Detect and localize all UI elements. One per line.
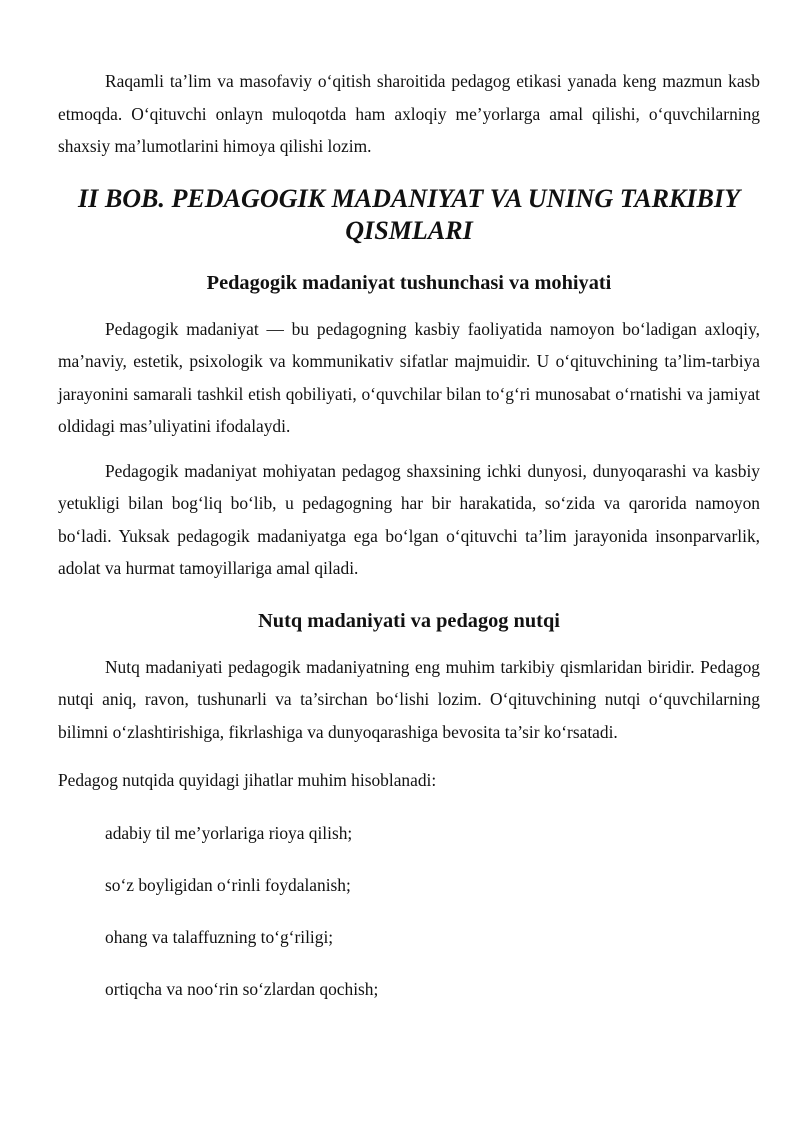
section-heading-speech-culture: Nutq madaniyati va pedagog nutqi (258, 609, 560, 632)
intro-paragraph: Raqamli ta’lim va masofaviy o‘qitish sharoitida pedagog etikasi yanada keng mazmun kasb etmoqda. O‘qituvchi onlayn muloqotda ham axloqiy me’yorlarga amal qilishi, o‘quvchilarning shaxsiy ma’lumotlarini himoya qilishi lozim. (58, 71, 760, 156)
paragraph-essence: Pedagogik madaniyat mohiyatan pedagog shaxsining ichki dunyosi, dunyoqarashi va kasbiy yetukligi bilan bog‘liq bo‘lib, u pedagogning har bir harakatida, so‘zida va qarorida namoyon bo‘ladi. Yuksak pedagogik madaniyatga ega bo‘lgan o‘qituvchi ta’lim jarayonida insonparvarlik, adolat va hurmat tamoyillariga amal qiladi. (58, 460, 760, 578)
paragraph-speech-culture: Nutq madaniyati pedagogik madaniyatning eng muhim tarkibiy qismlaridan biridir. Pedagog nutqi aniq, ravon, tushunarli va ta’sirchan bo‘lishi lozim. O‘qituvchining nutqi o‘quvchilarning bilimni o‘zlashtirishiga, fikrlashiga va dunyoqarashiga bevosita ta’sir ko‘rsatadi. (58, 656, 760, 742)
chapter-title: II BOB. PEDAGOGIK MADANIYAT VA UNING TARKIBIY QISMLARI (78, 183, 740, 245)
list-item: so‘z boyligidan o‘rinli foydalanish; (105, 874, 351, 895)
list-item: adabiy til me’yorlariga rioya qilish; (105, 822, 353, 843)
document-page (58, 65, 760, 1005)
list-intro: Pedagog nutqida quyidagi jihatlar muhim hisoblanadi: (58, 770, 437, 790)
section-heading-pedagogical-culture: Pedagogik madaniyat tushunchasi va mohiyati (206, 271, 612, 294)
list-item: ohang va talaffuzning to‘g‘riligi; (105, 926, 334, 947)
speech-aspects-list (58, 817, 760, 1005)
paragraph-definition: Pedagogik madaniyat — bu pedagogning kasbiy faoliyatida namoyon bo‘ladigan axloqiy, ma’naviy, estetik, psixologik va kommunikativ sifatlar majmuidir. U o‘qituvchining ta’lim-tarbiya jarayonini samarali tashkil etish qobiliyati, o‘quvchilar bilan to‘g‘ri munosabat o‘rnatishi va jamiyat oldidagi mas’uliyatini ifodalaydi. (58, 318, 760, 436)
list-item: ortiqcha va noo‘rin so‘zlardan qochish; (105, 978, 379, 999)
